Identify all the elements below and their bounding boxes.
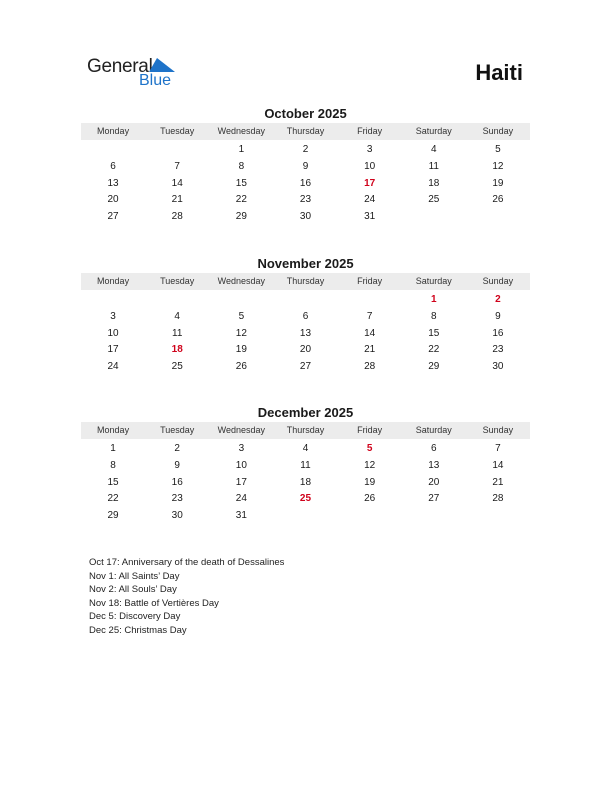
day-cell: 12 (492, 160, 504, 172)
holiday-note: Nov 18: Battle of Vertières Day (89, 597, 219, 609)
day-cell: 28 (171, 211, 183, 223)
weekday-label: Monday (97, 126, 130, 136)
day-cell: 23 (492, 344, 504, 356)
day-cell: 8 (110, 459, 116, 471)
weekday-label: Sunday (482, 126, 514, 136)
holiday-note: Nov 1: All Saints’ Day (89, 570, 180, 582)
day-cell: 5 (495, 144, 501, 155)
holiday-note: Dec 5: Discovery Day (89, 611, 181, 623)
day-cell: 29 (235, 211, 247, 223)
day-cell: 4 (174, 310, 180, 322)
day-grid (81, 292, 530, 376)
weekday-label: Friday (357, 276, 383, 286)
country-title: Haiti (475, 60, 523, 85)
month-october (81, 105, 530, 226)
day-cell: 28 (364, 361, 376, 373)
day-cell: 10 (107, 327, 119, 339)
day-cell: 7 (366, 310, 373, 322)
day-cell: 10 (235, 459, 247, 471)
day-cell: 13 (428, 459, 440, 471)
weekday-label: Wednesday (217, 126, 266, 136)
weekday-label: Thursday (286, 276, 325, 286)
day-cell: 26 (235, 361, 247, 373)
day-cell: 1 (238, 144, 245, 155)
empty-cell (273, 292, 337, 309)
day-cell: 6 (110, 160, 116, 172)
day-cell: 21 (492, 476, 504, 488)
day-cell: 26 (492, 194, 504, 206)
day-cell: 17 (107, 344, 119, 356)
weekday-label: Friday (357, 425, 383, 435)
day-cell: 29 (107, 510, 119, 522)
day-cell: 20 (299, 344, 312, 356)
brand-logo (87, 56, 187, 92)
day-cell: 16 (171, 476, 183, 488)
month-title: November 2025 (257, 256, 354, 271)
weekday-label: Tuesday (160, 126, 195, 136)
day-cell: 16 (299, 177, 312, 189)
month-title: December 2025 (257, 405, 354, 420)
day-cell: 30 (171, 510, 183, 522)
empty-cell (81, 292, 145, 309)
day-cell: 9 (302, 160, 309, 172)
empty-cell (338, 292, 402, 309)
day-cell: 16 (492, 327, 504, 339)
day-cell: 5 (238, 310, 245, 322)
day-grid (81, 441, 530, 525)
weekday-label: Thursday (286, 425, 325, 435)
day-cell: 2 (302, 144, 309, 155)
weekday-label: Monday (97, 276, 130, 286)
day-cell: 17 (235, 476, 247, 488)
weekday-header (81, 273, 530, 290)
month-december (81, 404, 530, 525)
day-cell: 25 (171, 361, 183, 373)
day-cell: 22 (235, 194, 247, 206)
weekday-header (81, 123, 530, 140)
day-cell: 2 (174, 443, 180, 454)
weekday-label: Saturday (415, 276, 452, 286)
day-cell: 20 (428, 476, 440, 488)
day-cell: 9 (495, 310, 501, 322)
day-cell: 19 (364, 476, 376, 488)
empty-cell (209, 292, 273, 309)
day-cell: 13 (299, 327, 312, 339)
day-cell: 6 (430, 443, 437, 454)
day-cell: 27 (428, 493, 440, 505)
day-cell: 1 (110, 443, 116, 454)
day-cell: 11 (300, 459, 311, 471)
day-cell: 10 (364, 160, 376, 172)
holiday-day-cell: 18 (171, 344, 183, 356)
day-cell: 18 (428, 177, 440, 189)
day-cell: 4 (430, 144, 437, 155)
day-cell: 14 (492, 459, 504, 471)
day-cell: 3 (238, 443, 245, 454)
day-cell: 19 (235, 344, 247, 356)
weekday-label: Sunday (482, 276, 514, 286)
day-cell: 21 (171, 194, 183, 206)
day-cell: 29 (428, 361, 440, 373)
holiday-day-cell: 5 (366, 443, 373, 454)
day-cell: 8 (238, 160, 245, 172)
day-cell: 24 (235, 493, 247, 505)
day-cell: 14 (364, 327, 376, 339)
day-cell: 27 (299, 361, 312, 373)
day-cell: 24 (364, 194, 376, 206)
holiday-note: Dec 25: Christmas Day (89, 624, 187, 636)
holiday-day-cell: 2 (495, 294, 501, 305)
weekday-label: Friday (357, 126, 383, 136)
day-cell: 24 (107, 361, 119, 373)
weekday-label: Monday (97, 425, 130, 435)
weekday-label: Sunday (482, 425, 514, 435)
logo-text-general: General (87, 56, 153, 77)
logo-triangle-icon (149, 58, 175, 72)
holiday-note: Oct 17: Anniversary of the death of Dessalines (89, 557, 285, 568)
weekday-label: Tuesday (160, 425, 195, 435)
weekday-label: Wednesday (217, 276, 266, 286)
day-cell: 22 (107, 493, 119, 505)
day-cell: 20 (107, 194, 119, 206)
day-cell: 3 (366, 144, 373, 155)
day-cell: 11 (172, 327, 183, 339)
day-cell: 27 (107, 211, 119, 223)
holiday-day-cell: 17 (364, 177, 376, 189)
day-cell: 25 (428, 194, 440, 206)
weekday-label: Saturday (415, 425, 452, 435)
holiday-notes (89, 556, 284, 638)
logo-text-blue: Blue (139, 72, 172, 89)
day-cell: 7 (174, 160, 180, 172)
day-cell: 18 (299, 476, 312, 488)
day-cell: 8 (430, 310, 437, 322)
day-cell: 6 (302, 310, 309, 322)
day-grid (81, 142, 530, 226)
day-cell: 28 (492, 493, 504, 505)
day-cell: 12 (235, 327, 247, 339)
holiday-day-cell: 1 (430, 294, 437, 305)
day-cell: 31 (364, 211, 376, 223)
weekday-label: Tuesday (160, 276, 195, 286)
holiday-day-cell: 25 (299, 493, 312, 505)
day-cell: 22 (428, 344, 440, 356)
day-cell: 26 (364, 493, 376, 505)
day-cell: 7 (495, 443, 501, 454)
day-cell: 15 (235, 177, 247, 189)
weekday-label: Saturday (415, 126, 452, 136)
weekday-header (81, 422, 530, 439)
empty-cell (145, 292, 209, 309)
weekday-label: Wednesday (217, 425, 266, 435)
day-cell: 23 (299, 194, 312, 206)
day-cell: 3 (110, 310, 116, 322)
empty-cell (145, 142, 209, 159)
month-november (81, 255, 530, 376)
day-cell: 15 (107, 476, 119, 488)
day-cell: 19 (492, 177, 504, 189)
holiday-note: Nov 2: All Souls’ Day (89, 584, 177, 596)
day-cell: 13 (107, 177, 119, 189)
weekday-label: Thursday (286, 126, 325, 136)
day-cell: 21 (364, 344, 376, 356)
day-cell: 14 (171, 177, 183, 189)
day-cell: 15 (428, 327, 440, 339)
day-cell: 30 (299, 211, 312, 223)
day-cell: 11 (428, 160, 439, 172)
day-cell: 12 (364, 459, 376, 471)
day-cell: 9 (174, 459, 180, 471)
day-cell: 31 (235, 510, 247, 522)
month-title: October 2025 (264, 106, 347, 121)
day-cell: 30 (492, 361, 504, 373)
day-cell: 4 (302, 443, 309, 454)
empty-cell (81, 142, 145, 159)
day-cell: 23 (171, 493, 183, 505)
